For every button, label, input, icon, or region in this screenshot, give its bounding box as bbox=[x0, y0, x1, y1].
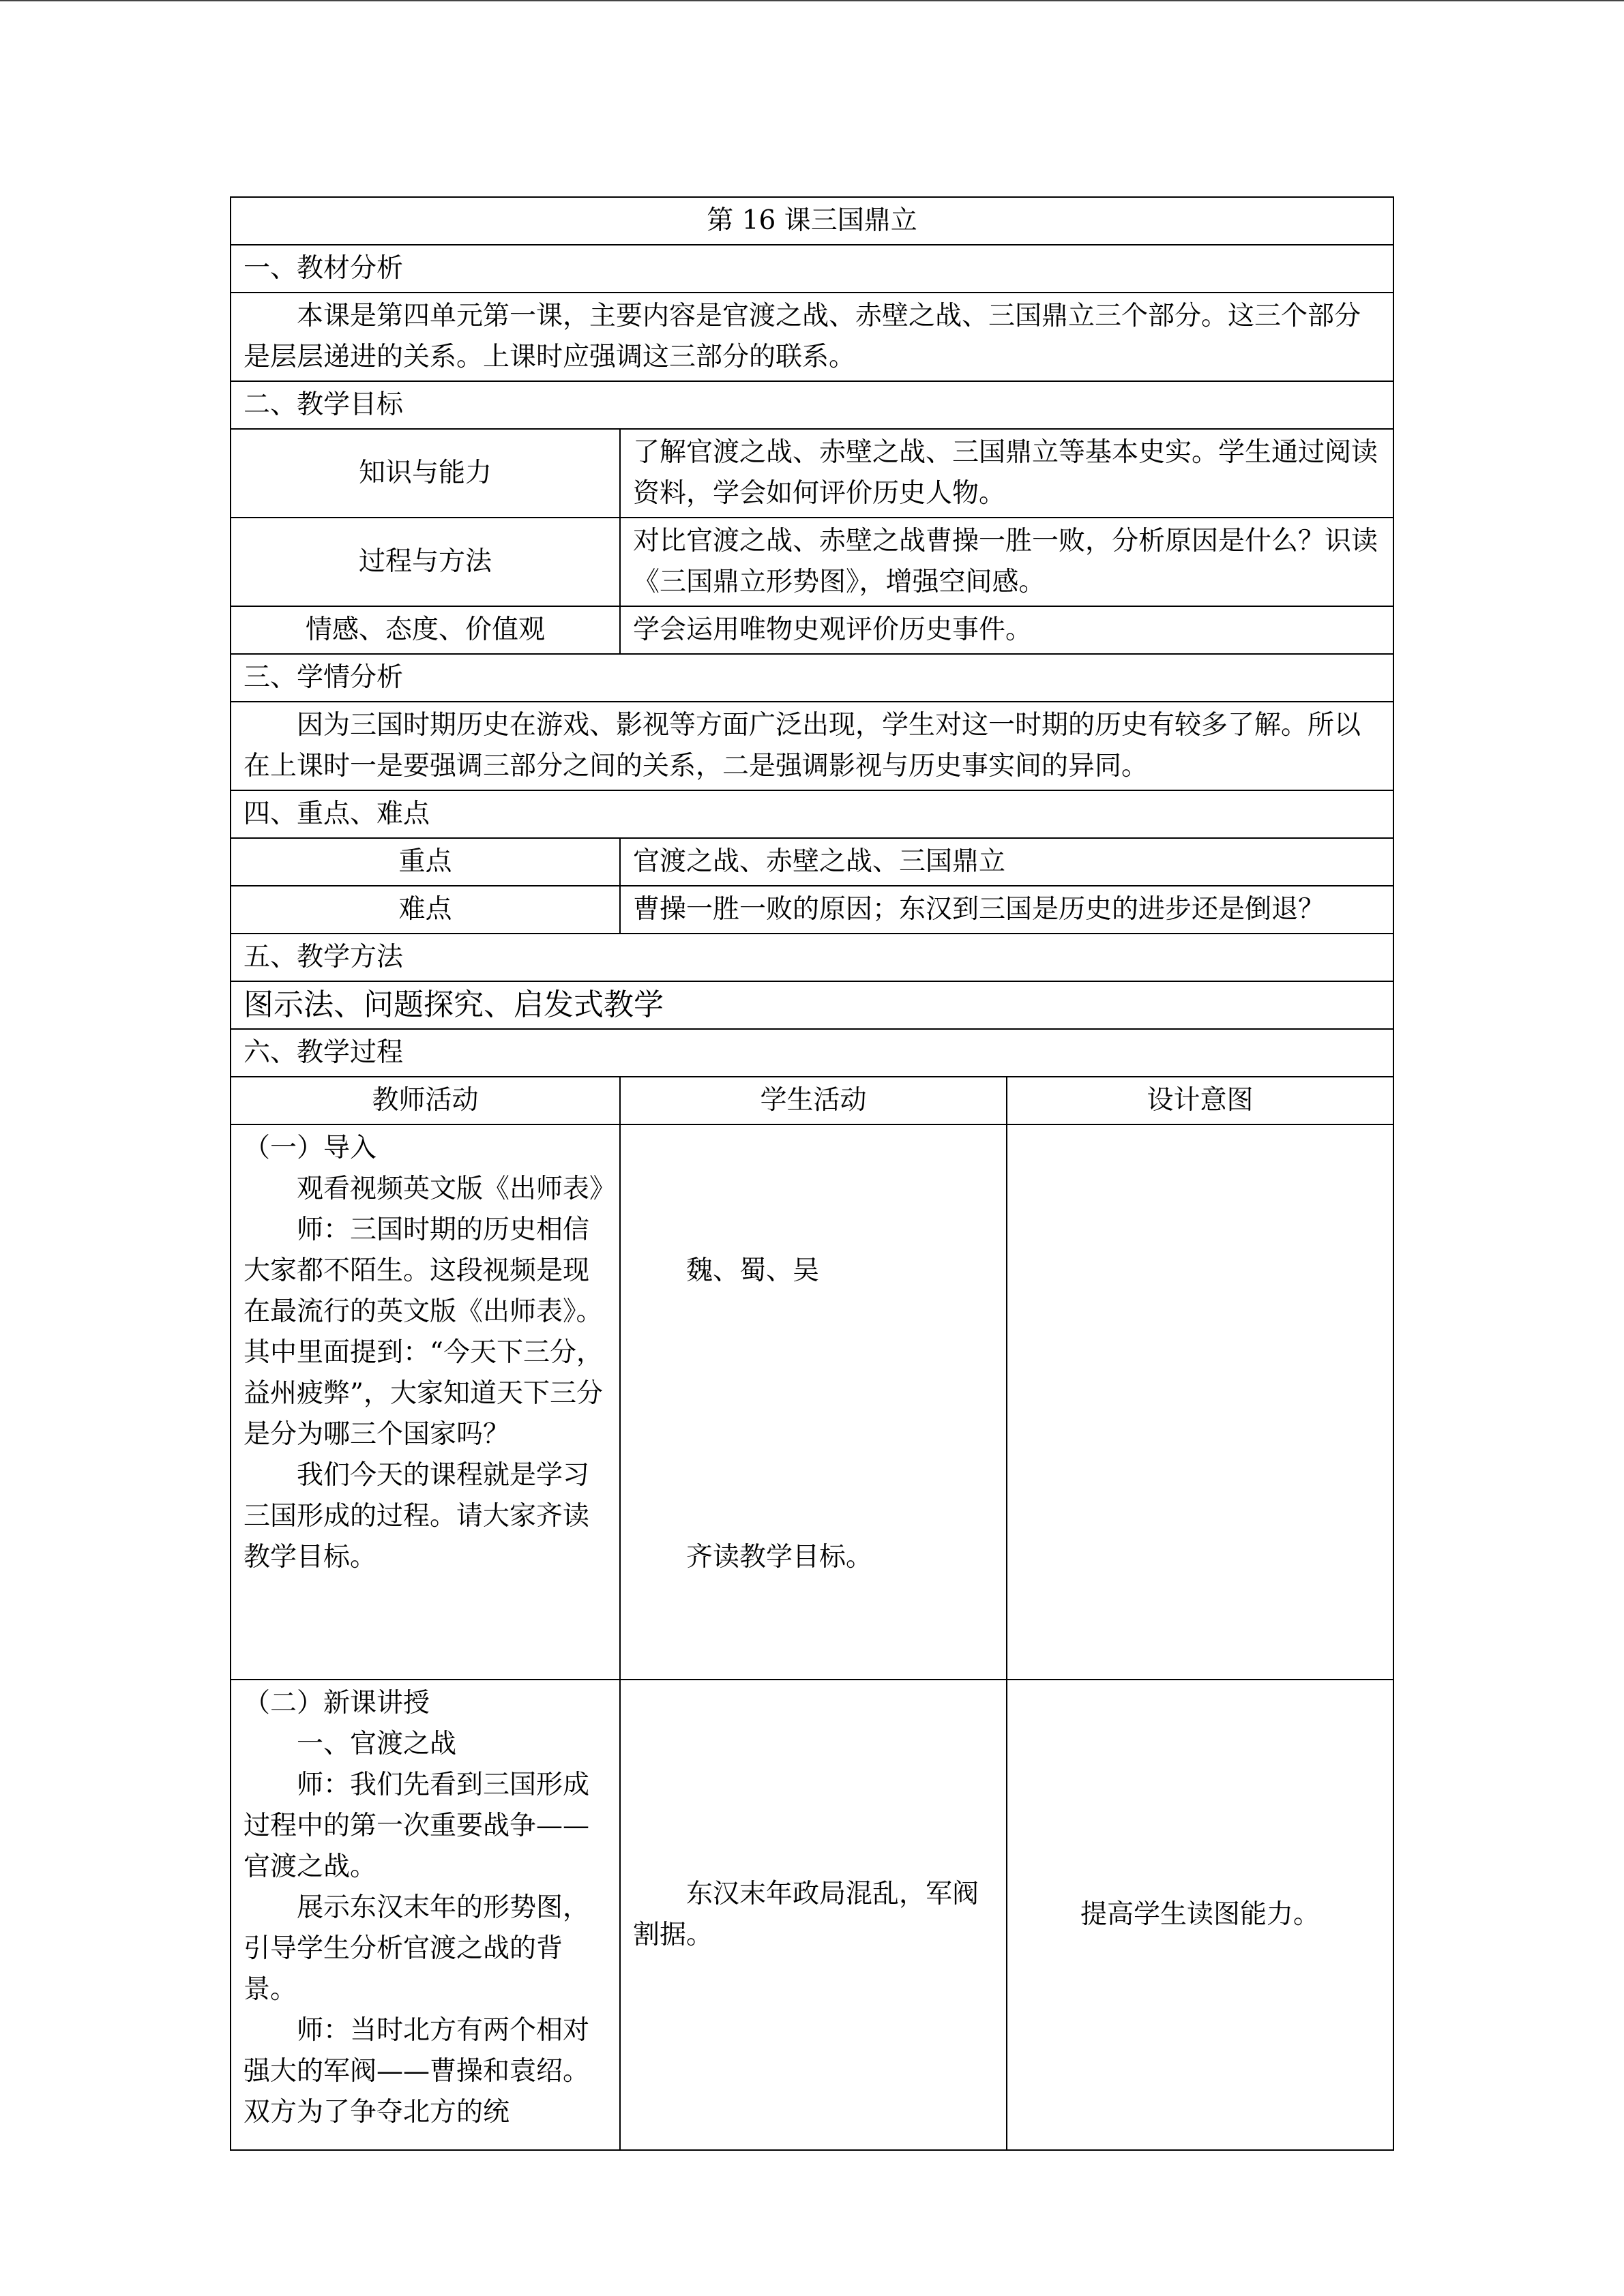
difficulty-text: 曹操一胜一败的原因；东汉到三国是历史的进步还是倒退？ bbox=[620, 886, 1393, 934]
paragraph: 展示东汉末年的形势图，引导学生分析官渡之战的背景。 bbox=[243, 1892, 590, 2005]
spacer bbox=[633, 1128, 994, 1169]
paragraph: 师：当时北方有两个相对强大的军阀——曹操和袁绍。双方为了争夺北方的统 bbox=[243, 2015, 590, 2128]
goal-text: 学会运用唯物史观评价历史事件。 bbox=[620, 606, 1393, 654]
lesson-plan-table bbox=[230, 196, 1394, 2151]
textbook-analysis-text bbox=[231, 293, 1393, 381]
column-header-student: 学生活动 bbox=[620, 1077, 1007, 1124]
teaching-methods-text: 图示法、问题探究、启发式教学 bbox=[231, 981, 1393, 1029]
paragraph: 师：三国时期的历史相信大家都不陌生。这段视频是现在最流行的英文版《出师表》。其中里面提到：“今天下三分，益州疲弊”，大家知道天下三分是分为哪三个国家吗？ bbox=[243, 1214, 603, 1450]
column-header-intent: 设计意图 bbox=[1007, 1077, 1393, 1124]
paragraph: 我们今天的课程就是学习三国形成的过程。请大家齐读教学目标。 bbox=[243, 1460, 590, 1572]
section-heading-teaching-goals: 二、教学目标 bbox=[231, 381, 1393, 429]
page-top-border bbox=[0, 0, 1624, 1]
paragraph: （一）导入 bbox=[243, 1133, 377, 1163]
section-heading-textbook-analysis: 一、教材分析 bbox=[231, 245, 1393, 293]
goal-label: 情感、态度、价值观 bbox=[231, 606, 620, 654]
goal-text: 了解官渡之战、赤壁之战、三国鼎立等基本史实。学生通过阅读资料，学会如何评价历史人物。 bbox=[620, 429, 1393, 518]
paragraph: 师：我们先看到三国形成过程中的第一次重要战争——官渡之战。 bbox=[243, 1770, 590, 1882]
section-heading-key-points: 四、重点、难点 bbox=[231, 790, 1393, 838]
student-activity-new-lesson bbox=[620, 1680, 1007, 2150]
key-point-text: 官渡之战、赤壁之战、三国鼎立 bbox=[620, 838, 1393, 886]
paragraph: 观看视频英文版《出师表》 bbox=[297, 1174, 617, 1204]
section-heading-teaching-process: 六、教学过程 bbox=[231, 1029, 1393, 1077]
teacher-activity-intro bbox=[231, 1124, 620, 1680]
difficulty-label: 难点 bbox=[231, 886, 620, 934]
paragraph: 因为三国时期历史在游戏、影视等方面广泛出现，学生对这一时期的历史有较多了解。所以在上课时一是要强调三部分之间的关系，二是强调影视与历史事实间的异同。 bbox=[243, 710, 1361, 781]
student-activity-intro bbox=[620, 1124, 1007, 1680]
spacer bbox=[633, 1210, 994, 1251]
spacer bbox=[633, 1292, 994, 1537]
paragraph: 本课是第四单元第一课，主要内容是官渡之战、赤壁之战、三国鼎立三个部分。这三个部分是层层递进的关系。上课时应强调这三部分的联系。 bbox=[243, 301, 1361, 372]
lesson-title: 第 16 课三国鼎立 bbox=[231, 197, 1393, 245]
design-intent-new-lesson: 提高学生读图能力。 bbox=[1007, 1680, 1393, 2150]
goal-text: 对比官渡之战、赤壁之战曹操一胜一败，分析原因是什么？识读《三国鼎立形势图》，增强空间感。 bbox=[620, 518, 1393, 606]
goal-label: 过程与方法 bbox=[231, 518, 620, 606]
section-heading-teaching-methods: 五、教学方法 bbox=[231, 934, 1393, 981]
goal-label: 知识与能力 bbox=[231, 429, 620, 518]
learner-analysis-text bbox=[231, 702, 1393, 790]
design-intent-intro bbox=[1007, 1124, 1393, 1680]
spacer bbox=[633, 1169, 994, 1210]
paragraph: 魏、蜀、吴 bbox=[686, 1255, 820, 1286]
paragraph: 齐读教学目标。 bbox=[686, 1542, 873, 1572]
column-header-teacher: 教师活动 bbox=[231, 1077, 620, 1124]
paragraph: 东汉末年政局混乱，军阀割据。 bbox=[633, 1879, 979, 1950]
paragraph: （二）新课讲授 bbox=[243, 1688, 430, 1718]
teacher-activity-new-lesson bbox=[231, 1680, 620, 2150]
paragraph: 一、官渡之战 bbox=[297, 1729, 457, 1759]
key-point-label: 重点 bbox=[231, 838, 620, 886]
section-heading-learner-analysis: 三、学情分析 bbox=[231, 654, 1393, 702]
